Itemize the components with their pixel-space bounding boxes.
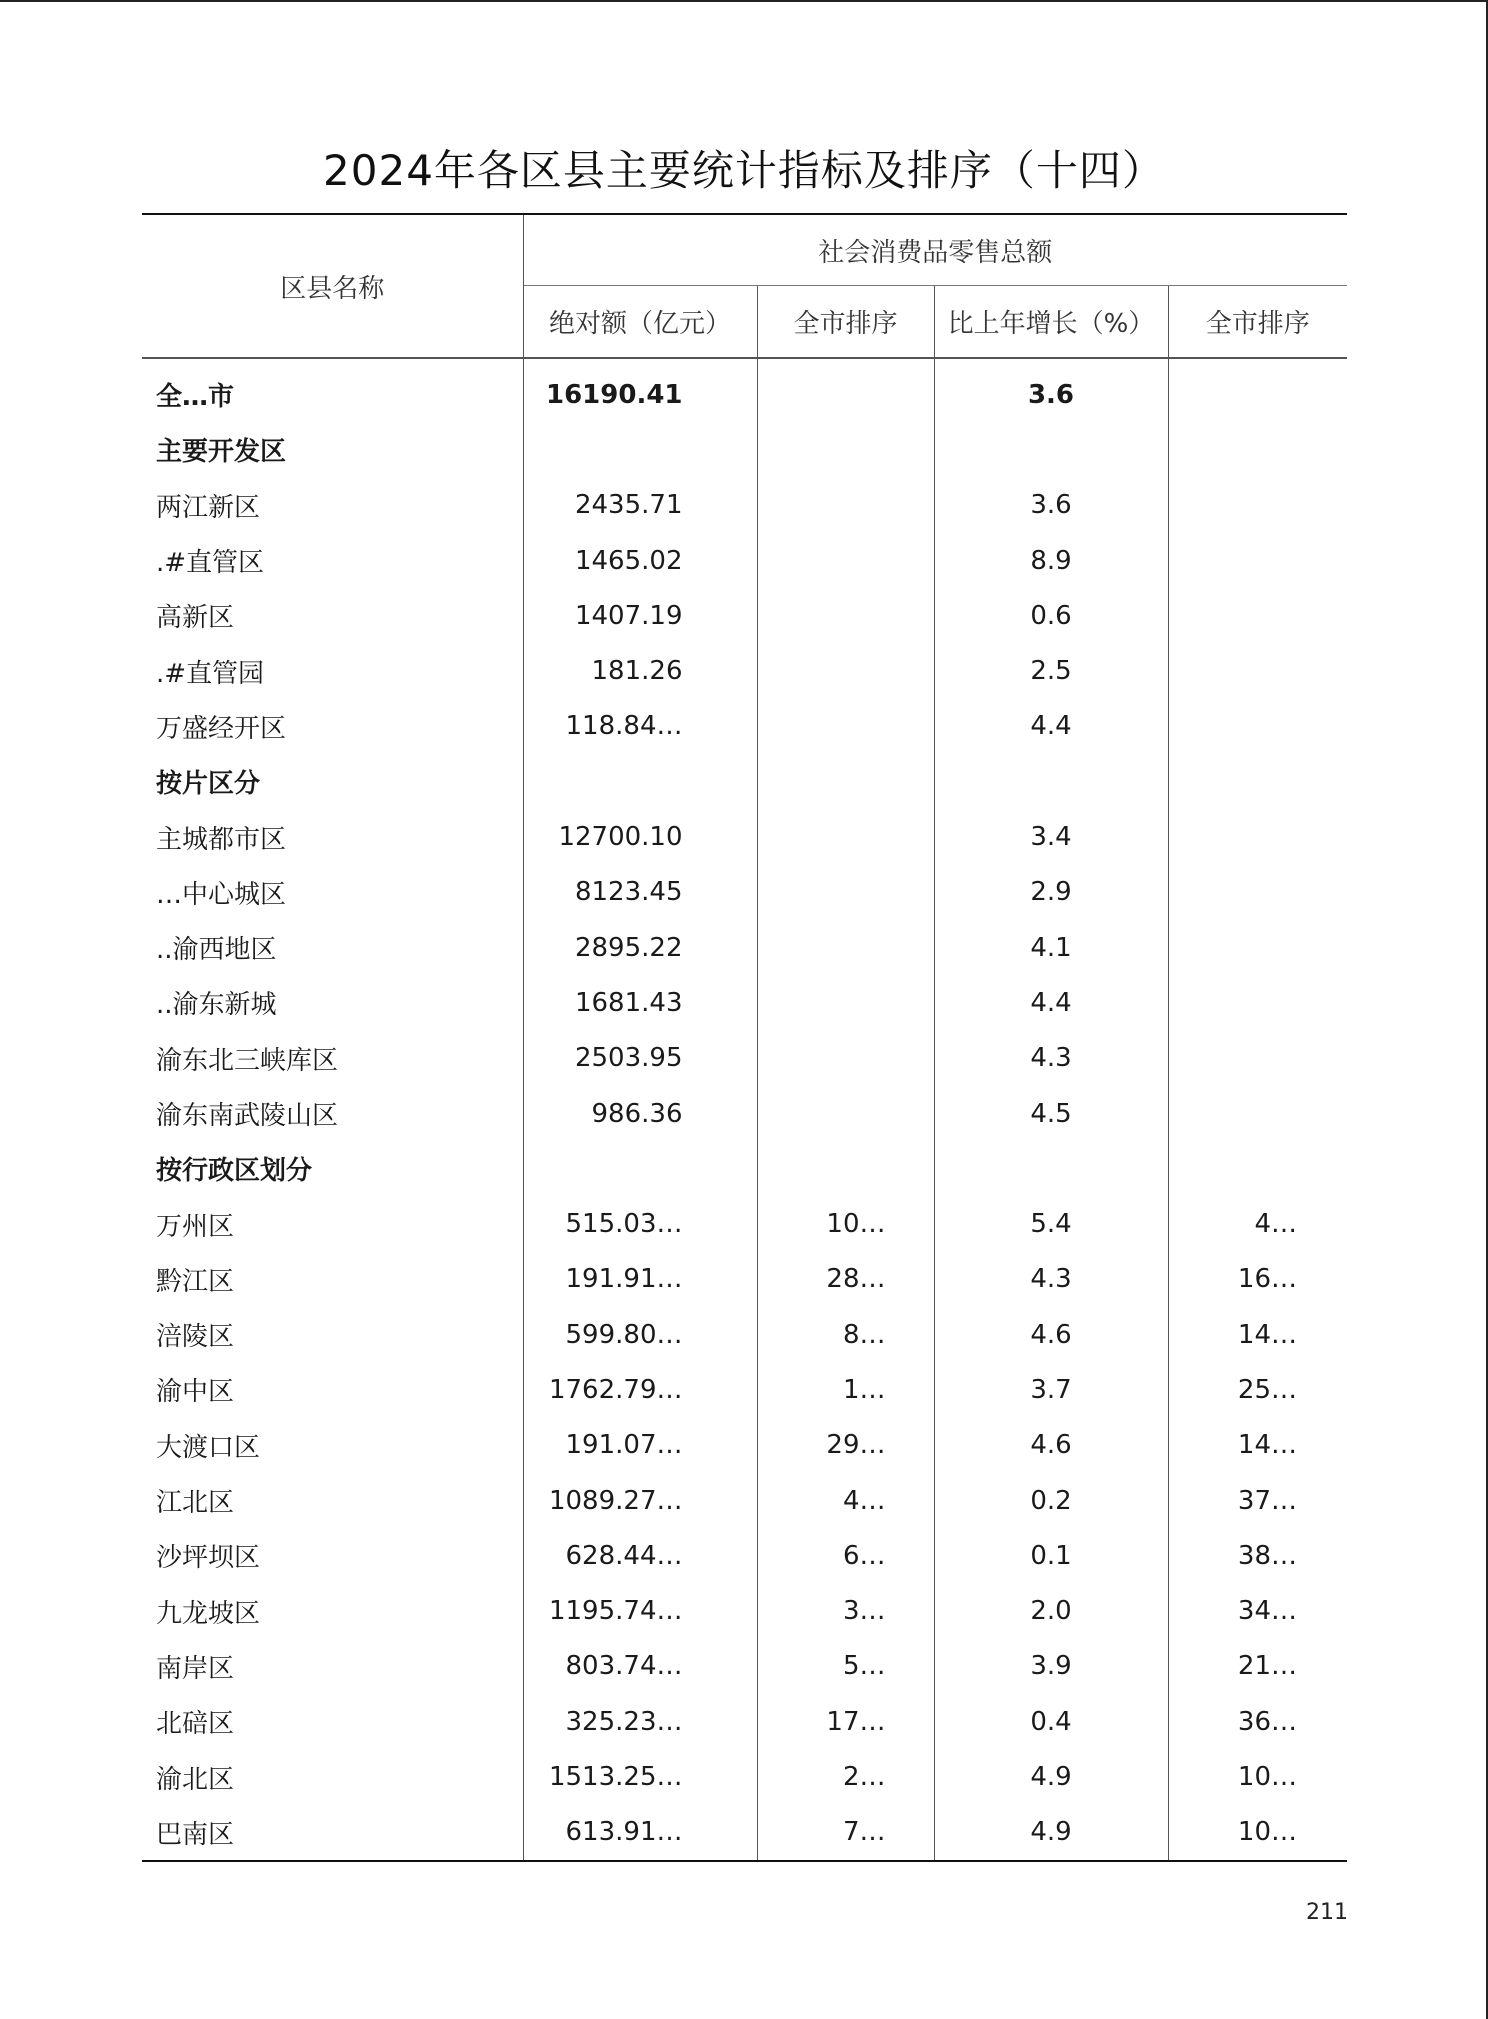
column-header-growth: 比上年增长（%） — [934, 286, 1168, 359]
table-row — [142, 1362, 1347, 1417]
table-row — [142, 1418, 1347, 1473]
rank-absolute-cell — [757, 1141, 934, 1196]
absolute-value-cell: 613.91… — [523, 1805, 757, 1861]
rank-absolute-cell — [757, 643, 934, 698]
table-row — [142, 975, 1347, 1030]
district-name-cell: 黔江区 — [142, 1252, 523, 1307]
rank-absolute-cell — [757, 975, 934, 1030]
table-row — [142, 809, 1347, 864]
growth-rate-cell: 3.6 — [934, 358, 1168, 422]
district-name-cell: 全…市 — [142, 358, 523, 422]
district-name-cell: .#直管区 — [142, 533, 523, 588]
table-body — [142, 358, 1347, 1861]
table-row — [142, 643, 1347, 698]
absolute-value-cell: 12700.10 — [523, 809, 757, 864]
rank-absolute-cell: 10… — [757, 1196, 934, 1251]
rank-absolute-cell — [757, 478, 934, 533]
rank-growth-cell — [1168, 920, 1347, 975]
district-name-cell: 高新区 — [142, 588, 523, 643]
absolute-value-cell: 628.44… — [523, 1528, 757, 1583]
table-row — [142, 754, 1347, 809]
rank-growth-cell: 14… — [1237, 1319, 1298, 1350]
statistics-table — [142, 213, 1347, 1862]
rank-growth-cell: 16… — [1237, 1264, 1298, 1295]
district-name-cell: 南岸区 — [142, 1639, 523, 1694]
table-row — [142, 1639, 1347, 1694]
rank-absolute-cell: 1… — [757, 1362, 934, 1417]
absolute-value-cell: 325.23… — [523, 1694, 757, 1749]
growth-rate-cell — [934, 754, 1168, 809]
growth-rate-cell: 0.2 — [934, 1473, 1168, 1528]
growth-rate-cell: 4.9 — [934, 1805, 1168, 1861]
district-name-cell: 大渡口区 — [142, 1418, 523, 1473]
district-name-cell: 巴南区 — [142, 1805, 523, 1861]
rank-growth-cell — [1168, 422, 1347, 477]
absolute-value-cell: 2435.71 — [523, 478, 757, 533]
growth-rate-cell: 4.3 — [934, 1031, 1168, 1086]
growth-rate-cell: 4.3 — [934, 1252, 1168, 1307]
growth-rate-cell: 4.6 — [934, 1418, 1168, 1473]
rank-growth-cell: 36… — [1237, 1706, 1298, 1737]
absolute-value-cell: 2503.95 — [523, 1031, 757, 1086]
rank-growth-cell: 25… — [1237, 1374, 1298, 1405]
rank-absolute-cell: 6… — [757, 1528, 934, 1583]
growth-rate-cell: 3.6 — [934, 478, 1168, 533]
district-name-cell: 万州区 — [142, 1196, 523, 1251]
rank-absolute-cell: 5… — [757, 1639, 934, 1694]
absolute-value-cell: 1465.02 — [523, 533, 757, 588]
district-name-cell: 涪陵区 — [142, 1307, 523, 1362]
growth-rate-cell: 0.6 — [934, 588, 1168, 643]
absolute-value-cell: 515.03… — [523, 1196, 757, 1251]
district-name-cell: 按片区分 — [142, 754, 523, 809]
table-row — [142, 478, 1347, 533]
absolute-value-cell: 599.80… — [523, 1307, 757, 1362]
page-title: 2024年各区县主要统计指标及排序（十四） — [323, 146, 1165, 195]
district-name-cell: 万盛经开区 — [142, 699, 523, 754]
absolute-value-cell: 2895.22 — [523, 920, 757, 975]
rank-growth-cell — [1168, 643, 1347, 698]
absolute-value-cell: 191.07… — [523, 1418, 757, 1473]
absolute-value-cell: 803.74… — [523, 1639, 757, 1694]
table-row — [142, 1584, 1347, 1639]
rank-growth-cell — [1168, 1031, 1347, 1086]
growth-rate-cell — [934, 1141, 1168, 1196]
absolute-value-cell: 1195.74… — [523, 1584, 757, 1639]
column-header-rank-growth: 全市排序 — [1168, 286, 1347, 359]
district-name-cell: 江北区 — [142, 1473, 523, 1528]
rank-growth-cell: 34… — [1237, 1596, 1298, 1627]
rank-absolute-cell — [757, 754, 934, 809]
page-border-top — [0, 0, 1488, 2]
rank-absolute-cell — [757, 699, 934, 754]
rank-growth-cell — [1168, 699, 1347, 754]
rank-absolute-cell: 28… — [757, 1252, 934, 1307]
column-header-rank-absolute: 全市排序 — [757, 286, 934, 359]
absolute-value-cell: 118.84… — [523, 699, 757, 754]
table-row — [142, 358, 1347, 422]
table-row — [142, 1528, 1347, 1583]
table-row — [142, 1086, 1347, 1141]
absolute-value-cell: 1681.43 — [523, 975, 757, 1030]
growth-rate-cell: 0.1 — [934, 1528, 1168, 1583]
table-row — [142, 865, 1347, 920]
table-row — [142, 1694, 1347, 1749]
rank-growth-cell: 21… — [1237, 1651, 1298, 1682]
district-name-cell: ..渝西地区 — [142, 920, 523, 975]
rank-absolute-cell: 4… — [757, 1473, 934, 1528]
growth-rate-cell: 4.9 — [934, 1749, 1168, 1804]
absolute-value-cell — [523, 422, 757, 477]
rank-absolute-cell — [757, 1086, 934, 1141]
rank-growth-cell: 38… — [1237, 1540, 1298, 1571]
table-row — [142, 699, 1347, 754]
district-name-cell: 两江新区 — [142, 478, 523, 533]
table-row — [142, 920, 1347, 975]
rank-growth-cell — [1168, 1086, 1347, 1141]
district-name-cell: ..渝东新城 — [142, 975, 523, 1030]
table-row — [142, 1307, 1347, 1362]
rank-growth-cell — [1168, 1141, 1347, 1196]
absolute-value-cell: 1513.25… — [523, 1749, 757, 1804]
district-name-cell: 按行政区划分 — [142, 1141, 523, 1196]
growth-rate-cell: 3.9 — [934, 1639, 1168, 1694]
table-row — [142, 1031, 1347, 1086]
table-row — [142, 1196, 1347, 1251]
rank-growth-cell — [1168, 809, 1347, 864]
growth-rate-cell: 4.4 — [934, 699, 1168, 754]
column-group-header-retail-sales: 社会消费品零售总额 — [523, 214, 1347, 286]
column-header-absolute: 绝对额（亿元） — [523, 286, 757, 359]
rank-absolute-cell: 3… — [757, 1584, 934, 1639]
rank-absolute-cell: 8… — [757, 1307, 934, 1362]
growth-rate-cell: 3.7 — [934, 1362, 1168, 1417]
absolute-value-cell — [523, 754, 757, 809]
page-number: 211 — [1306, 1900, 1348, 1925]
rank-absolute-cell — [757, 358, 934, 422]
district-name-cell: 九龙坡区 — [142, 1584, 523, 1639]
district-name-cell: 渝东南武陵山区 — [142, 1086, 523, 1141]
rank-absolute-cell — [757, 920, 934, 975]
absolute-value-cell — [523, 1141, 757, 1196]
rank-absolute-cell — [757, 865, 934, 920]
rank-absolute-cell — [757, 809, 934, 864]
absolute-value-cell: 8123.45 — [523, 865, 757, 920]
district-name-cell: 渝北区 — [142, 1749, 523, 1804]
growth-rate-cell: 2.9 — [934, 865, 1168, 920]
table-row — [142, 1473, 1347, 1528]
rank-absolute-cell — [757, 422, 934, 477]
growth-rate-cell: 8.9 — [934, 533, 1168, 588]
district-name-cell: 主要开发区 — [142, 422, 523, 477]
absolute-value-cell: 1762.79… — [523, 1362, 757, 1417]
rank-absolute-cell: 7… — [757, 1805, 934, 1861]
rank-growth-cell — [1168, 588, 1347, 643]
rank-absolute-cell: 17… — [757, 1694, 934, 1749]
growth-rate-cell — [934, 422, 1168, 477]
rank-growth-cell: 37… — [1237, 1485, 1298, 1516]
growth-rate-cell: 4.1 — [934, 920, 1168, 975]
table-row — [142, 588, 1347, 643]
growth-rate-cell: 0.4 — [934, 1694, 1168, 1749]
rank-growth-cell — [1168, 754, 1347, 809]
rank-growth-cell — [1168, 478, 1347, 533]
table-row — [142, 422, 1347, 477]
rank-absolute-cell: 29… — [757, 1418, 934, 1473]
rank-absolute-cell — [757, 533, 934, 588]
growth-rate-cell: 4.6 — [934, 1307, 1168, 1362]
table-row — [142, 1141, 1347, 1196]
growth-rate-cell: 5.4 — [934, 1196, 1168, 1251]
growth-rate-cell: 4.4 — [934, 975, 1168, 1030]
growth-rate-cell: 4.5 — [934, 1086, 1168, 1141]
table-row — [142, 1252, 1347, 1307]
growth-rate-cell: 2.5 — [934, 643, 1168, 698]
district-name-cell: 渝东北三峡库区 — [142, 1031, 523, 1086]
rank-growth-cell: 10… — [1168, 1805, 1347, 1861]
absolute-value-cell: 986.36 — [523, 1086, 757, 1141]
district-name-cell: 渝中区 — [142, 1362, 523, 1417]
rank-growth-cell — [1168, 533, 1347, 588]
district-name-cell: 北碚区 — [142, 1694, 523, 1749]
absolute-value-cell: 181.26 — [523, 643, 757, 698]
rank-growth-cell — [1168, 358, 1347, 422]
rank-growth-cell — [1168, 975, 1347, 1030]
rank-growth-cell: 14… — [1237, 1430, 1298, 1461]
column-header-district: 区县名称 — [142, 214, 523, 358]
rank-absolute-cell: 2… — [757, 1749, 934, 1804]
district-name-cell: …中心城区 — [142, 865, 523, 920]
growth-rate-cell: 2.0 — [934, 1584, 1168, 1639]
rank-absolute-cell — [757, 1031, 934, 1086]
rank-absolute-cell — [757, 588, 934, 643]
rank-growth-cell: 10… — [1237, 1762, 1298, 1793]
table-row — [142, 1805, 1347, 1861]
table-row — [142, 533, 1347, 588]
rank-growth-cell — [1168, 865, 1347, 920]
district-name-cell: .#直管园 — [142, 643, 523, 698]
absolute-value-cell: 1407.19 — [523, 588, 757, 643]
absolute-value-cell: 16190.41 — [523, 358, 757, 422]
absolute-value-cell: 191.91… — [523, 1252, 757, 1307]
rank-growth-cell: 4… — [1254, 1209, 1298, 1240]
district-name-cell: 沙坪坝区 — [142, 1528, 523, 1583]
table-header — [142, 214, 1347, 358]
district-name-cell: 主城都市区 — [142, 809, 523, 864]
growth-rate-cell: 3.4 — [934, 809, 1168, 864]
absolute-value-cell: 1089.27… — [523, 1473, 757, 1528]
table-row — [142, 1749, 1347, 1804]
